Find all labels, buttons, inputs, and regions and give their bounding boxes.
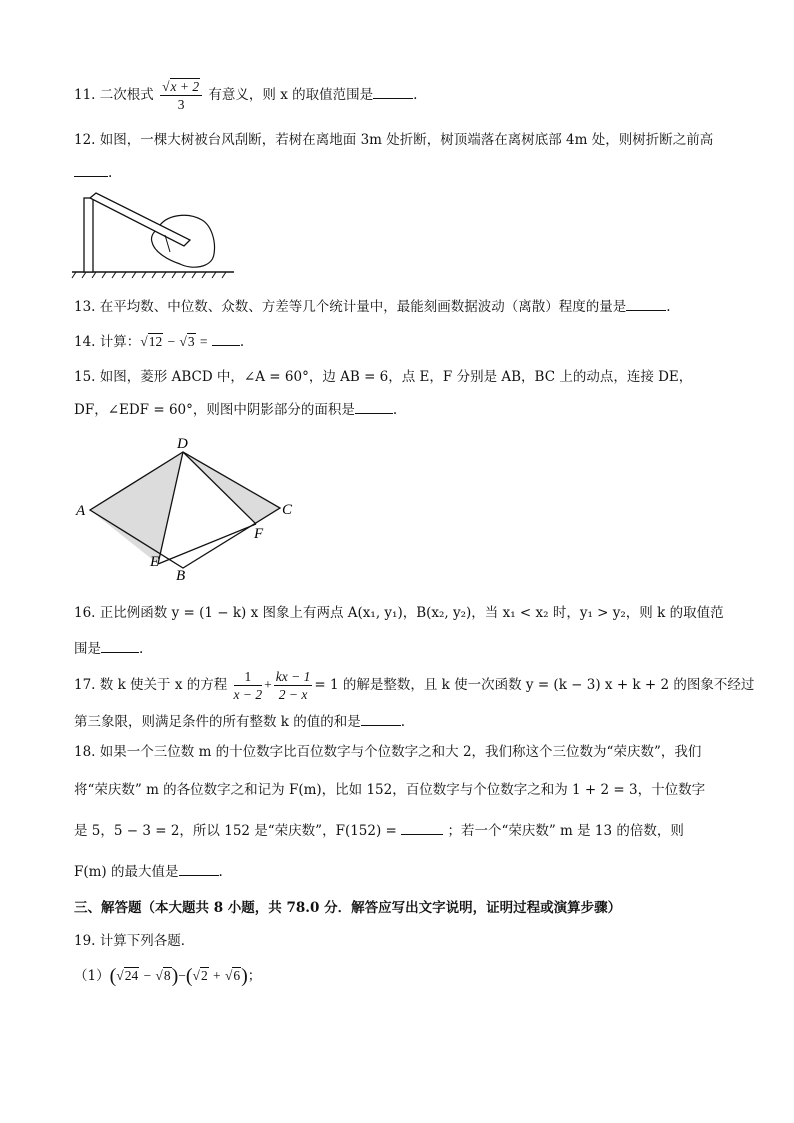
label-A: A bbox=[76, 503, 86, 519]
plus-sign: + bbox=[213, 968, 221, 983]
question-number: 12. bbox=[74, 132, 96, 148]
semicolon: ； bbox=[247, 968, 262, 984]
question-16-line2 bbox=[74, 638, 143, 659]
label-D: D bbox=[177, 436, 188, 452]
radicand: 6 bbox=[233, 968, 241, 983]
period: . bbox=[218, 864, 223, 880]
minus-sign: − bbox=[167, 334, 176, 349]
radicand: 24 bbox=[124, 968, 139, 983]
minus-sign: − bbox=[143, 968, 152, 983]
question-text: 正比例函数 y = (1 − k) x 图象上有两点 A(x₁, y₁)，B(x₂, y₂)，当 x₁ < x₂ 时，y₁ > y₂，则 k 的取值范 bbox=[99, 605, 724, 621]
fraction bbox=[234, 668, 263, 703]
section-heading: 三、解答题（本大题共 8 小题，共 78.0 分．解答应写出文字说明，证明过程或演算步骤） bbox=[74, 900, 622, 916]
minus-sign: − bbox=[178, 968, 186, 983]
question-18-line4 bbox=[74, 861, 223, 882]
label-B: B bbox=[176, 568, 186, 584]
label-C: C bbox=[282, 502, 293, 518]
fraction bbox=[274, 668, 313, 703]
answer-blank[interactable] bbox=[212, 331, 240, 346]
question-15-line2 bbox=[74, 399, 397, 420]
question-15 bbox=[74, 367, 692, 387]
question-19 bbox=[74, 931, 194, 951]
period: . bbox=[413, 87, 418, 103]
numerator: kx − 1 bbox=[275, 669, 311, 684]
question-text: 数 k 使关于 x 的方程 bbox=[99, 677, 228, 693]
equals-sign: = bbox=[199, 334, 208, 349]
question-number: 15. bbox=[74, 369, 96, 385]
denominator: x − 2 bbox=[233, 687, 263, 702]
question-number: 16. bbox=[74, 605, 96, 621]
label-F: F bbox=[254, 526, 264, 542]
question-text: ；若一个“荣庆数” m 是 13 的倍数，则 bbox=[447, 823, 684, 839]
answer-blank[interactable] bbox=[373, 84, 413, 99]
question-12-blank-line bbox=[74, 162, 112, 183]
tree-figure bbox=[70, 190, 240, 280]
question-text: 是 5，5 − 3 = 2，所以 152 是“荣庆数”，F(152) = bbox=[74, 823, 397, 839]
answer-blank[interactable] bbox=[101, 638, 139, 653]
part-label: （1） bbox=[74, 968, 110, 984]
question-13 bbox=[74, 296, 671, 317]
question-text: 如图，菱形 ABCD 中，∠A = 60°，边 AB = 6，点 E，F 分别是 AB，BC 上的动点，连接 DE， bbox=[99, 369, 693, 385]
label-E: E bbox=[150, 554, 160, 570]
question-16 bbox=[74, 603, 724, 623]
numerator: 1 bbox=[234, 668, 263, 686]
question-number: 17. bbox=[74, 677, 96, 693]
question-18-line3 bbox=[74, 820, 684, 841]
question-17-line2 bbox=[74, 711, 405, 732]
answer-blank[interactable] bbox=[355, 399, 393, 414]
question-text: 围是 bbox=[74, 641, 101, 657]
answer-blank[interactable] bbox=[74, 162, 108, 177]
period: . bbox=[108, 165, 113, 181]
question-text: 如果一个三位数 m 的十位数字比百位数字与个位数字之和大 2，我们称这个三位数为“荣庆数”，我们 bbox=[99, 744, 702, 760]
question-number: 19. bbox=[74, 933, 96, 949]
rhombus-figure bbox=[70, 432, 310, 584]
plus-sign: + bbox=[264, 677, 272, 692]
question-text: 第三象限，则满足条件的所有整数 k 的值的和是 bbox=[74, 714, 361, 730]
question-text: 计算： bbox=[99, 334, 141, 350]
question-text: 计算下列各题． bbox=[99, 933, 195, 949]
radicand: 8 bbox=[163, 968, 171, 983]
question-text: DF，∠EDF = 60°，则图中阴影部分的面积是 bbox=[74, 402, 355, 418]
question-number: 11. bbox=[74, 87, 96, 103]
question-text: 如图，一棵大树被台风刮断，若树在离地面 3m 处折断，树顶端落在离树底部 4m 处，则树折断之前高 bbox=[99, 132, 714, 148]
question-text: 二次根式 bbox=[99, 87, 154, 103]
question-text: 在平均数、中位数、众数、方差等几个统计量中，最能刻画数据波动（离散）程度的量是 bbox=[99, 299, 627, 315]
period: . bbox=[392, 402, 398, 418]
answer-blank[interactable] bbox=[361, 711, 401, 726]
period: . bbox=[400, 714, 406, 730]
denominator: 3 bbox=[177, 97, 185, 112]
period: . bbox=[239, 334, 245, 350]
answer-blank[interactable] bbox=[626, 296, 666, 311]
question-14: 14. 计算：√12 − √3 = . bbox=[74, 331, 244, 352]
period: . bbox=[139, 641, 144, 657]
denominator: 2 − x bbox=[278, 687, 308, 702]
radicand: 12 bbox=[148, 334, 163, 349]
period: . bbox=[666, 299, 671, 315]
question-text: = 1 的解是整数，且 k 使一次函数 y = (k − 3) x + k + 2 的图象不经过 bbox=[314, 677, 755, 693]
question-number: 13. bbox=[74, 299, 96, 315]
question-12 bbox=[74, 130, 713, 150]
question-number: 18. bbox=[74, 744, 96, 760]
question-18 bbox=[74, 742, 701, 762]
question-text: 有意义，则 x 的取值范围是 bbox=[208, 87, 374, 103]
question-17 bbox=[74, 666, 754, 704]
answer-blank[interactable] bbox=[401, 820, 443, 835]
question-11 bbox=[74, 78, 417, 113]
radicand: 2 bbox=[200, 968, 208, 983]
question-number: 14. bbox=[74, 334, 96, 350]
question-text: F(m) 的最大值是 bbox=[74, 864, 179, 880]
radicand: x + 2 bbox=[170, 79, 200, 94]
question-18-line2 bbox=[74, 780, 705, 800]
fraction: $\frac{√x + 2}{3}$ bbox=[160, 78, 202, 113]
radicand: 3 bbox=[187, 334, 195, 349]
question-text: 将“荣庆数” m 的各位数字之和记为 F(m)，比如 152，百位数字与个位数字之和为 1 + 2 = 3，十位数字 bbox=[74, 782, 706, 798]
answer-blank[interactable] bbox=[179, 861, 219, 876]
question-19-part1: （1）(√24 − √8)−(√2 + √6)； bbox=[74, 965, 262, 987]
